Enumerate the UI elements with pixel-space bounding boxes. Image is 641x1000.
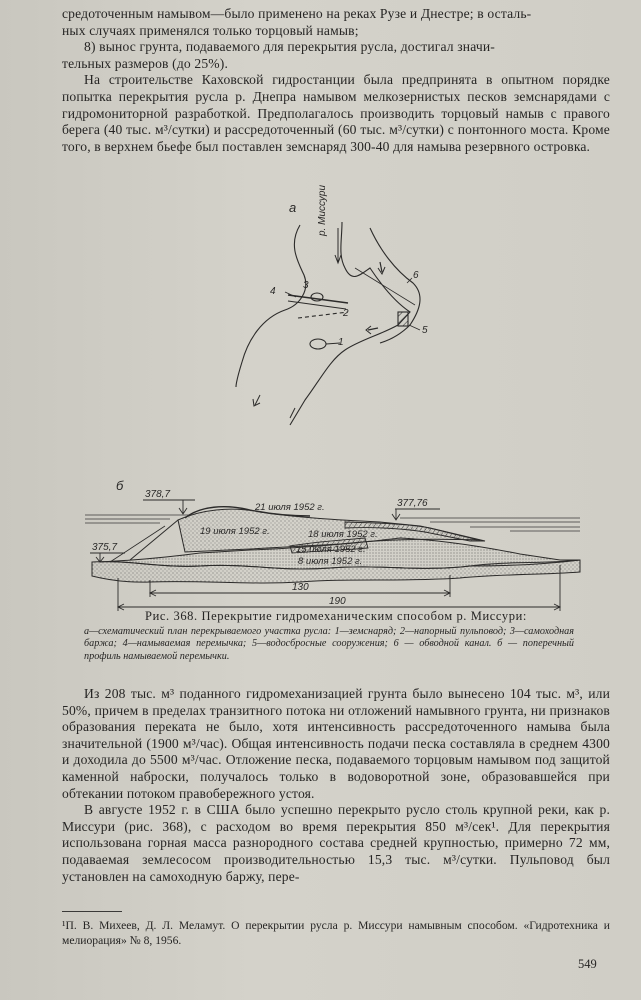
paragraph: Из 208 тыс. м³ поданного гидромеханизацией грунта было вынесено 104 тыс. м³, или 50%, причем в пределах транзитного потока ни отложений намывного грунта, ни признаков образования переката не было, хотя интенсивность рассредоточенного намыва была значительной (1900 м³/час). Общая интенсивность подачи песка составляла в среднем 4300 и доходила до 5500 м³/час. Отложение песка, подаваемого торцовым намывом под защитой каменной наброски, получалось только в водоворотной зоне, образовавшейся при обтекании потоком правобережного устоя. [62, 686, 610, 801]
panel-a-label: а [289, 200, 297, 215]
text-line: 8) вынос грунта, подаваемого для перекрытия русла, достигал значи- [84, 39, 495, 55]
dimension-label: 130 [292, 582, 309, 593]
panel-b-label: б [116, 478, 124, 493]
label-6: 6 [413, 270, 419, 281]
label-5: 5 [422, 325, 428, 336]
date-label: 15 июля 1952 г. [296, 544, 366, 555]
elevation-label: 377,76 [397, 498, 428, 509]
date-label: 21 июля 1952 г. [255, 502, 325, 513]
label-3: 3 [303, 280, 309, 291]
label-1: 1 [338, 337, 344, 348]
elevation-label: 375,7 [92, 542, 118, 553]
text-line: тельных размеров (до 25%). [62, 55, 228, 71]
paragraph: В августе 1952 г. в США было успешно перекрыто русло столь крупной реки, как р. Миссури (рис. 368), с расходом во время перекрытия 850 м³/сек¹. Для перекрытия использована горная масса разнородного состава средней крупностью, примерно 72 мм, подаваемая землесосом производительностью 15,3 тыс. м³/сутки. Пульповод был установлен на самоходную баржу, пере- [62, 802, 610, 884]
elevation-label: 378,7 [145, 489, 171, 500]
page-number: 549 [578, 957, 597, 971]
date-label: 19 июля 1952 г. [200, 526, 270, 537]
date-label: 18 июля 1952 г. [308, 529, 378, 540]
plan-view-diagram [236, 222, 420, 425]
figure-caption-title: Рис. 368. Перекрытие гидромеханическим способом р. Миссури: [145, 609, 527, 623]
text-line: средоточенным намывом—было применено на реках Рузе и Днестре; в осталь- [62, 6, 532, 21]
date-label: 8 июля 1952 г. [298, 556, 363, 567]
dimension-label: 190 [329, 596, 346, 607]
river-label: р. Миссури [317, 184, 328, 236]
text-line: ных случаях применялся только торцовый намыв; [62, 22, 359, 38]
label-4: 4 [270, 286, 276, 297]
label-2: 2 [343, 308, 349, 319]
paragraph: На строительстве Каховской гидростанции была предпринята в опытном порядке попытка перекрытия русла р. Днепра намывом мелкозернистых песков земснарядами с гидромониторной разработкой. Предполагалось производить торцовый намыв с правого берега (40 тыс. м³/сутки) и рассредоточенный (60 тыс. м³/сутки) с понтонного моста. Кроме того, в верхнем бьефе был поставлен земснаряд 300-40 для намыва резервного островка. [62, 72, 610, 154]
body-text-block [62, 686, 610, 885]
figure-caption-body: а—схематический план перекрываемого участка русла: 1—земснаряд; 2—напорный пульповод; 3—самоходная баржа; 4—намываемая перемычка; 5—водосбросные сооружения; 6 — обводной канал. б — поперечный профиль намываемой перемычки. [84, 626, 574, 662]
footnote-rule [62, 911, 122, 912]
footnote: ¹П. В. Михеев, Д. Л. Меламут. О перекрытии русла р. Миссури намывным способом. «Гидротехника и мелиорация» № 8, 1956. [62, 919, 610, 947]
